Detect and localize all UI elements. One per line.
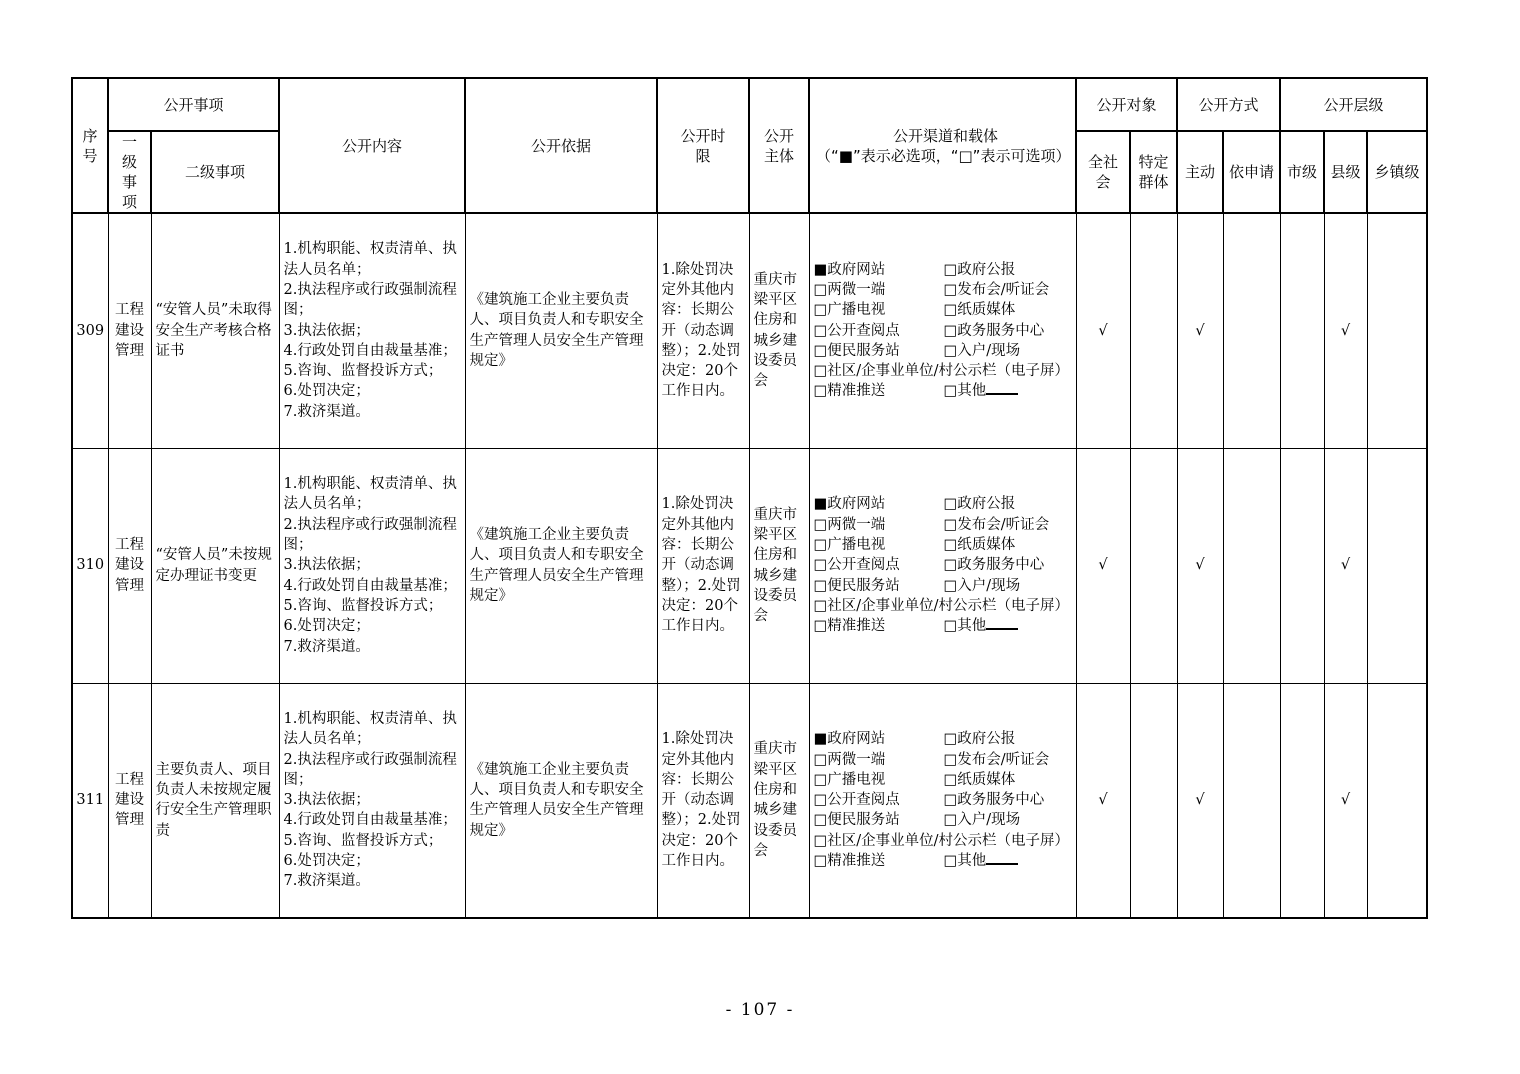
row-content xyxy=(279,448,465,683)
header-channel-title: 公开渠道和载体 xyxy=(893,126,999,145)
channel-option-label: □发布会/听证会 xyxy=(943,751,1050,768)
header-method-request: 依申请 xyxy=(1223,131,1280,213)
row-level-city xyxy=(1280,448,1324,683)
channel-option xyxy=(944,515,1074,535)
header-target-all: 全社会 xyxy=(1076,131,1130,213)
channel-option-label: □政府公报 xyxy=(943,261,1016,278)
row-target-all: √ xyxy=(1076,213,1130,448)
content-line: 5.咨询、监督投诉方式； xyxy=(283,363,443,380)
row-channels xyxy=(809,683,1076,918)
channel-option xyxy=(944,729,1074,749)
channel-list xyxy=(814,729,1074,871)
row-target-specific xyxy=(1130,683,1177,918)
row-content xyxy=(279,213,465,448)
channel-option-label: □两微一端 xyxy=(813,751,886,768)
row-level-town xyxy=(1367,213,1427,448)
row-time-limit: 1.除处罚决定外其他内容：长期公开（动态调整）；2.处罚决定：20个工作日内。 xyxy=(657,448,749,683)
row-method-active: √ xyxy=(1177,213,1223,448)
channel-option xyxy=(814,596,1074,616)
channel-option xyxy=(814,770,944,790)
fill-in-blank xyxy=(986,616,1018,630)
channel-list xyxy=(814,494,1074,636)
channel-option-label: □精准推送 xyxy=(813,383,886,400)
channel-option xyxy=(814,790,944,810)
channel-option-label: □纸质媒体 xyxy=(943,302,1016,319)
channel-option xyxy=(944,381,1074,401)
channel-option xyxy=(814,341,944,361)
row-time-limit: 1.除处罚决定外其他内容：长期公开（动态调整）；2.处罚决定：20个工作日内。 xyxy=(657,213,749,448)
channel-option xyxy=(944,300,1074,320)
row-seq: 309 xyxy=(72,213,108,448)
content-line: 7.救济渠道。 xyxy=(283,403,370,420)
content-line: 5.咨询、监督投诉方式； xyxy=(283,832,443,849)
header-seq: 序号 xyxy=(72,78,108,213)
channel-option-label: □便民服务站 xyxy=(813,342,900,359)
header-channel-note: （“■”表示必选项，“□”表示可选项） xyxy=(816,146,1071,165)
channel-option xyxy=(814,729,944,749)
channel-option xyxy=(814,300,944,320)
channel-option-label: □广播电视 xyxy=(813,537,886,554)
header-channel xyxy=(809,78,1076,213)
channel-option xyxy=(814,260,944,280)
row-level2: “安管人员”未取得安全生产考核合格证书 xyxy=(151,213,279,448)
channel-option-label: □其他 xyxy=(943,618,987,635)
channel-option xyxy=(814,851,944,871)
channel-option-label: ■政府网站 xyxy=(813,496,886,513)
header-level2: 二级事项 xyxy=(151,131,279,213)
content-line: 3.执法依据； xyxy=(283,792,370,809)
channel-option-label: □公开查阅点 xyxy=(813,322,900,339)
channel-option xyxy=(814,321,944,341)
content-line: 7.救济渠道。 xyxy=(283,873,370,890)
row-basis: 《建筑施工企业主要负责人、项目负责人和专职安全生产管理人员安全生产管理规定》 xyxy=(465,683,657,918)
channel-option-label: □两微一端 xyxy=(813,282,886,298)
page-number: - 107 - xyxy=(725,1000,795,1020)
row-level-city xyxy=(1280,683,1324,918)
header-method: 公开方式 xyxy=(1177,78,1280,131)
channel-option xyxy=(944,555,1074,575)
row-level-town xyxy=(1367,448,1427,683)
content-line: 4.行政处罚自由裁量基准； xyxy=(283,342,457,359)
channel-option-label: □社区/企事业单位/村公示栏（电子屏） xyxy=(813,597,1069,614)
row-basis: 《建筑施工企业主要负责人、项目负责人和专职安全生产管理人员安全生产管理规定》 xyxy=(465,448,657,683)
content-line: 1.机构职能、权责清单、执法人员名单； xyxy=(283,476,457,513)
channel-option-label: □精准推送 xyxy=(813,618,886,635)
channel-option xyxy=(814,555,944,575)
channel-option xyxy=(814,576,944,596)
channel-option xyxy=(944,790,1074,810)
channel-option-label: □入户/现场 xyxy=(943,342,1021,359)
header-level-county: 县级 xyxy=(1324,131,1367,213)
table-body xyxy=(72,213,1427,918)
row-method-request xyxy=(1223,448,1280,683)
header-level1: 一级事项 xyxy=(108,131,151,213)
channel-option xyxy=(814,750,944,770)
header-level-city: 市级 xyxy=(1280,131,1324,213)
channel-option xyxy=(814,810,944,830)
channel-option xyxy=(814,831,1074,851)
content-line: 2.执法程序或行政强制流程图； xyxy=(283,282,457,319)
channel-option-label: □政府公报 xyxy=(943,731,1016,748)
channel-option xyxy=(814,616,944,636)
row-method-request xyxy=(1223,213,1280,448)
channel-list xyxy=(814,260,1074,402)
row-level-city xyxy=(1280,213,1324,448)
header-time-limit: 公开时限 xyxy=(657,78,749,213)
channel-option-label: □公开查阅点 xyxy=(813,792,900,809)
row-target-specific xyxy=(1130,213,1177,448)
row-basis: 《建筑施工企业主要负责人、项目负责人和专职安全生产管理人员安全生产管理规定》 xyxy=(465,213,657,448)
row-method-active: √ xyxy=(1177,448,1223,683)
channel-option xyxy=(944,576,1074,596)
channel-option-label: □精准推送 xyxy=(813,852,886,869)
channel-option xyxy=(944,770,1074,790)
channel-option xyxy=(814,494,944,514)
row-seq: 311 xyxy=(72,683,108,918)
fill-in-blank xyxy=(986,851,1018,865)
content-line: 6.处罚决定； xyxy=(283,383,370,400)
table-row xyxy=(72,683,1427,918)
row-target-all: √ xyxy=(1076,448,1130,683)
channel-option xyxy=(814,381,944,401)
channel-option xyxy=(944,321,1074,341)
row-level-county: √ xyxy=(1324,683,1367,918)
header-basis: 公开依据 xyxy=(465,78,657,213)
row-level1: 工程建设管理 xyxy=(108,683,151,918)
channel-option-label: □纸质媒体 xyxy=(943,537,1016,554)
channel-option-label: □两微一端 xyxy=(813,516,886,533)
channel-option-label: □其他 xyxy=(943,852,987,869)
row-method-active: √ xyxy=(1177,683,1223,918)
header-target-specific: 特定群体 xyxy=(1130,131,1177,213)
channel-option-label: □政务服务中心 xyxy=(943,322,1045,339)
channel-option-label: □广播电视 xyxy=(813,302,886,319)
channel-option xyxy=(944,260,1074,280)
header-items-group: 公开事项 xyxy=(108,78,279,131)
channel-option-label: □广播电视 xyxy=(813,771,886,788)
content-line: 5.咨询、监督投诉方式； xyxy=(283,597,443,614)
row-level1: 工程建设管理 xyxy=(108,448,151,683)
header-target: 公开对象 xyxy=(1076,78,1177,131)
channel-option-label: □入户/现场 xyxy=(943,812,1021,829)
channel-option-label: □发布会/听证会 xyxy=(943,516,1050,533)
fill-in-blank xyxy=(986,381,1018,395)
content-line: 4.行政处罚自由裁量基准； xyxy=(283,812,457,829)
header-method-active: 主动 xyxy=(1177,131,1223,213)
channel-option-label: ■政府网站 xyxy=(813,261,886,278)
channel-option-label: □社区/企事业单位/村公示栏（电子屏） xyxy=(813,832,1069,849)
channel-option-label: □其他 xyxy=(943,383,987,400)
row-seq: 310 xyxy=(72,448,108,683)
content-line: 6.处罚决定； xyxy=(283,618,370,635)
content-line: 2.执法程序或行政强制流程图； xyxy=(283,751,457,788)
row-level2: “安管人员”未按规定办理证书变更 xyxy=(151,448,279,683)
channel-option xyxy=(944,750,1074,770)
header-content: 公开内容 xyxy=(279,78,465,213)
content-line: 6.处罚决定； xyxy=(283,852,370,869)
channel-option-label: □发布会/听证会 xyxy=(943,282,1050,298)
channel-option xyxy=(944,616,1074,636)
row-level-county: √ xyxy=(1324,448,1367,683)
row-level-county: √ xyxy=(1324,213,1367,448)
content-line: 3.执法依据； xyxy=(283,322,370,339)
header-level: 公开层级 xyxy=(1280,78,1427,131)
channel-option xyxy=(944,535,1074,555)
channel-option-label: □便民服务站 xyxy=(813,812,900,829)
row-subject: 重庆市梁平区住房和城乡建设委员会 xyxy=(749,448,809,683)
content-line: 7.救济渠道。 xyxy=(283,638,370,655)
table-row xyxy=(72,213,1427,448)
channel-option-label: □入户/现场 xyxy=(943,577,1021,594)
channel-option xyxy=(944,851,1074,871)
table-row xyxy=(72,448,1427,683)
channel-option xyxy=(944,341,1074,361)
row-channels xyxy=(809,448,1076,683)
header-level-town: 乡镇级 xyxy=(1367,131,1427,213)
row-subject: 重庆市梁平区住房和城乡建设委员会 xyxy=(749,683,809,918)
channel-option-label: ■政府网站 xyxy=(813,731,886,748)
channel-option xyxy=(814,361,1074,381)
row-channels xyxy=(809,213,1076,448)
channel-option xyxy=(814,535,944,555)
row-method-request xyxy=(1223,683,1280,918)
content-line: 4.行政处罚自由裁量基准； xyxy=(283,577,457,594)
row-time-limit: 1.除处罚决定外其他内容：长期公开（动态调整）；2.处罚决定：20个工作日内。 xyxy=(657,683,749,918)
channel-option xyxy=(944,280,1074,300)
content-line: 2.执法程序或行政强制流程图； xyxy=(283,516,457,554)
row-level2: 主要负责人、项目负责人未按规定履行安全生产管理职责 xyxy=(151,683,279,918)
row-subject: 重庆市梁平区住房和城乡建设委员会 xyxy=(749,213,809,448)
row-target-specific xyxy=(1130,448,1177,683)
channel-option-label: □便民服务站 xyxy=(813,577,900,594)
channel-option-label: □纸质媒体 xyxy=(943,771,1016,788)
row-content xyxy=(279,683,465,918)
row-level-town xyxy=(1367,683,1427,918)
channel-option xyxy=(944,810,1074,830)
channel-option-label: □政务服务中心 xyxy=(943,792,1045,809)
content-line: 3.执法依据； xyxy=(283,557,370,574)
content-line: 1.机构职能、权责清单、执法人员名单； xyxy=(283,241,457,278)
row-level1: 工程建设管理 xyxy=(108,213,151,448)
channel-option xyxy=(814,515,944,535)
channel-option-label: □公开查阅点 xyxy=(813,557,900,574)
channel-option-label: □政府公报 xyxy=(943,496,1016,513)
disclosure-table xyxy=(71,77,1428,919)
channel-option xyxy=(944,494,1074,514)
header-subject: 公开主体 xyxy=(749,78,809,213)
channel-option xyxy=(814,280,944,300)
row-target-all: √ xyxy=(1076,683,1130,918)
content-line: 1.机构职能、权责清单、执法人员名单； xyxy=(283,710,457,748)
channel-option-label: □政务服务中心 xyxy=(943,557,1045,574)
channel-option-label: □社区/企事业单位/村公示栏（电子屏） xyxy=(813,363,1069,380)
